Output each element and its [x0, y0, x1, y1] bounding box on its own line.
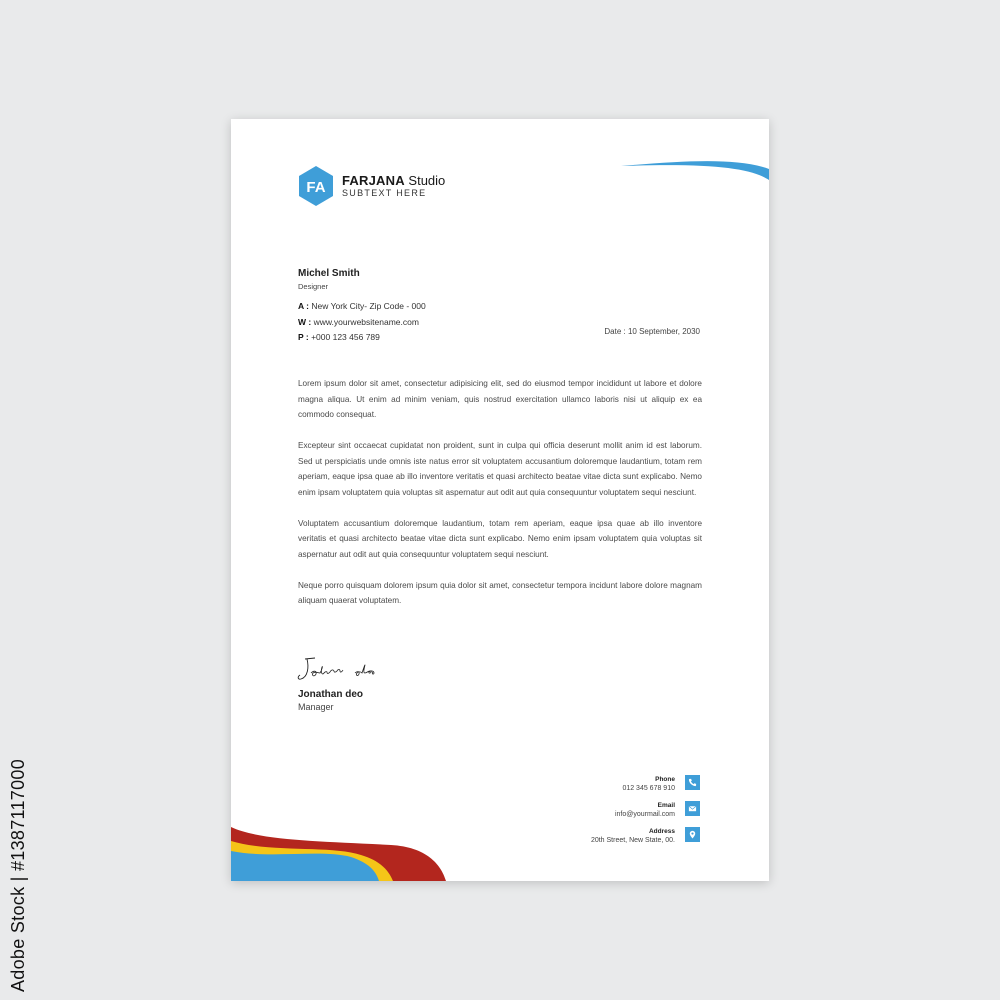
brand-name-bold: FARJANA [342, 173, 405, 188]
footer-email-value: info@yourmail.com [614, 811, 675, 818]
letter-date: Date : 10 September, 2030 [604, 327, 700, 336]
contact-value: +000 123 456 789 [311, 332, 380, 342]
signer-role: Manager [298, 702, 334, 712]
contact-value: www.yourwebsitename.com [313, 316, 419, 327]
sender-name: Michel Smith [298, 268, 360, 279]
handwritten-signature [297, 655, 407, 685]
mail-icon [685, 801, 700, 816]
contact-key: W : [298, 316, 312, 327]
body-paragraph: Excepteur sint occaecat cupidatat non proident, sunt in culpa qui officia deserunt mollit anim id est laborum. Sed ut perspiciatis unde omnis iste natus error sit voluptatem accusantium doloremque laudantium, totam rem aperiam, eaque ipsa quae ab illo inventore veritatis et quasi architecto beatae vitae dicta sunt explicabo. Nemo enim ipsam voluptatem quia voluptas sit aspernatur aut odit aut quia consequuntur voluptatem sequi nesciunt. [298, 441, 702, 497]
signer-block [298, 689, 363, 712]
body-paragraph: Neque porro quisquam dolorem ipsum quia dolor sit amet, consectetur tempora incidunt labore dolore magnam aliquam quaerat voluptatem. [298, 580, 702, 605]
sender-role: Designer [298, 282, 329, 291]
stock-watermark: Adobe Stock | #1387117000 [8, 758, 28, 992]
contact-website [298, 315, 426, 331]
footer-phone-value: 012 345 678 910 [622, 785, 675, 792]
contact-address [298, 299, 426, 315]
sender-contact-list [298, 299, 426, 346]
brand-name [342, 173, 445, 188]
footer-address [591, 827, 700, 853]
signer-name: Jonathan deo [298, 689, 364, 700]
sender-block [298, 268, 360, 291]
bottom-left-waves [231, 819, 451, 881]
footer-address-label: Address [648, 828, 675, 835]
hexagon-logo-icon [298, 165, 334, 207]
contact-value: New York City- Zip Code - 000 [311, 301, 426, 311]
footer-contacts [591, 775, 700, 853]
contact-key: P : [298, 332, 309, 342]
contact-phone [298, 330, 426, 346]
body-paragraph: Lorem ipsum dolor sit amet, consectetur adipisicing elit, sed do eiusmod tempor incididunt ut labore et dolore magna aliqua. Ut enim ad minim veniam, quis nostrud exercitation ullamco laboris nisi ut aliquip ex ea commodo consequat. [298, 379, 702, 419]
footer-phone-label: Phone [655, 776, 675, 783]
footer-phone [591, 775, 700, 801]
location-pin-icon [685, 827, 700, 842]
phone-icon [685, 775, 700, 790]
letterhead-page [231, 119, 769, 881]
top-right-swoosh [621, 159, 769, 199]
letter-body [298, 376, 702, 624]
footer-email [591, 801, 700, 827]
contact-key: A : [298, 301, 310, 311]
brand-logo [298, 165, 445, 207]
brand-name-light: Studio [408, 173, 446, 188]
body-paragraph: Voluptatem accusantium doloremque laudantium, totam rem aperiam, eaque ipsa quae ab illo inventore veritatis et quasi architecto beatae vitae dicta sunt explicabo. Nemo enim ipsam voluptatem quia voluptas sit aspernatur aut odit aut quia consequuntur voluptatem sequi nesciunt. [298, 518, 702, 559]
brand-subtext: SUBTEXT HERE [342, 188, 427, 198]
footer-email-label: Email [657, 802, 675, 809]
footer-address-value: 20th Street, New State, 00. [590, 837, 675, 844]
logo-initials: FA [306, 179, 326, 196]
